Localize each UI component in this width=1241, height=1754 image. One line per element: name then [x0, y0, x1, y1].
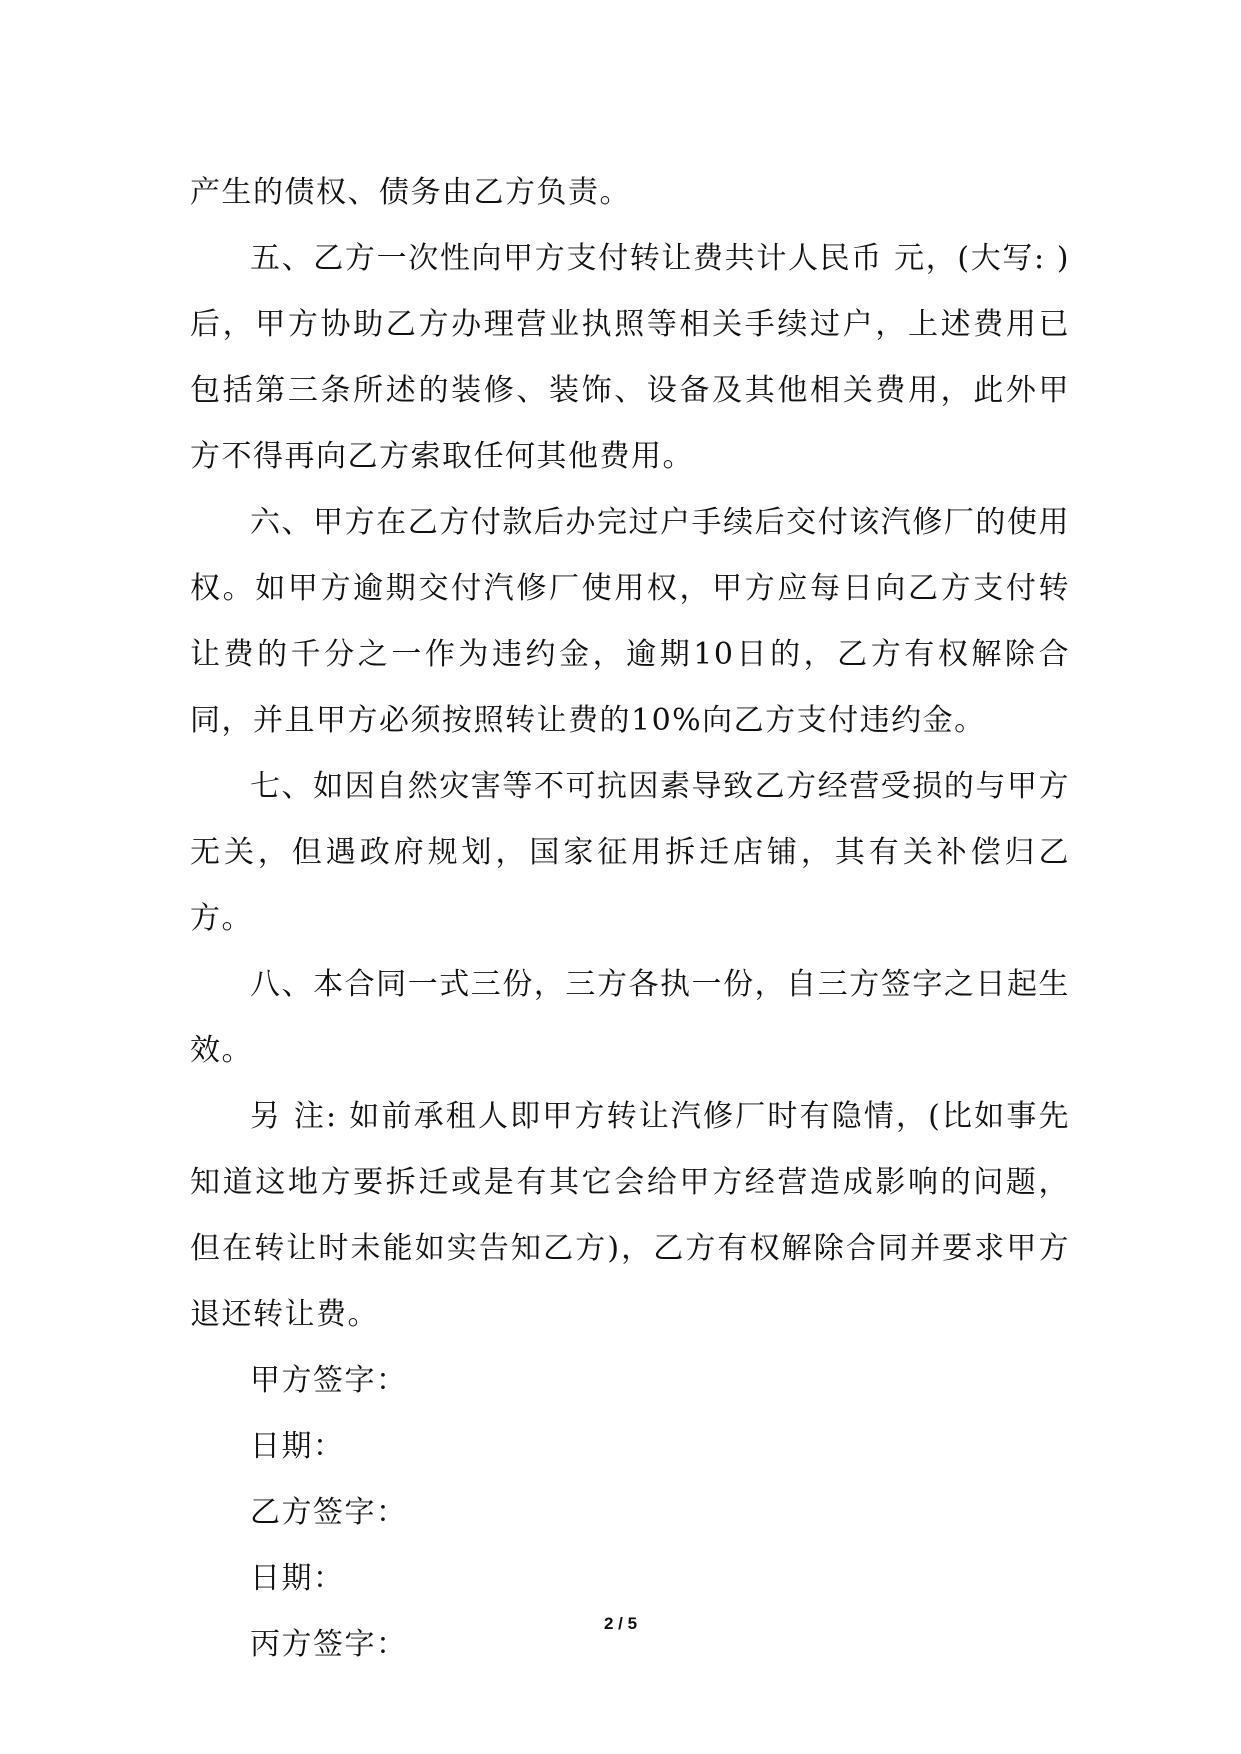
signature-party-c: 丙方签字： — [250, 1627, 408, 1662]
paragraph-clause-8: 八、本合同一式三份，三方各执一份，自三方签字之日起生效。 — [190, 967, 1070, 1068]
signature-party-a: 甲方签字： — [250, 1363, 408, 1398]
paragraph-note: 另 注: 如前承租人即甲方转让汽修厂时有隐情，(比如事先知道这地方要拆迁或是有其它会给甲方经营造成影响的问题，但在转让时未能如实告知乙方)，乙方有权解除合同并要求甲方退还转让费。 — [190, 1099, 1070, 1332]
document-body — [190, 160, 1070, 1678]
paragraph-clause-7: 七、如因自然灾害等不可抗因素导致乙方经营受损的与甲方无关，但遇政府规划，国家征用拆迁店铺，其有关补偿归乙方。 — [190, 769, 1070, 936]
paragraph-debt-continuation: 产生的债权、债务由乙方负责。 — [190, 175, 631, 210]
date-party-b: 日期： — [250, 1561, 345, 1596]
date-party-a: 日期： — [250, 1429, 345, 1464]
page-number: 2 / 5 — [603, 1614, 638, 1633]
signature-party-b: 乙方签字： — [250, 1495, 408, 1530]
paragraph-clause-5: 五、乙方一次性向甲方支付转让费共计人民币 元，(大写: )后，甲方协助乙方办理营业执照等相关手续过户，上述费用已包括第三条所述的装修、装饰、设备及其他相关费用，此外甲方不得再向乙方索取任何其他费用。 — [190, 241, 1070, 474]
paragraph-clause-6: 六、甲方在乙方付款后办完过户手续后交付该汽修厂的使用权。如甲方逾期交付汽修厂使用权，甲方应每日向乙方支付转让费的千分之一作为违约金，逾期10日的，乙方有权解除合同，并且甲方必须按照转让费的10%向乙方支付违约金。 — [190, 505, 1070, 738]
